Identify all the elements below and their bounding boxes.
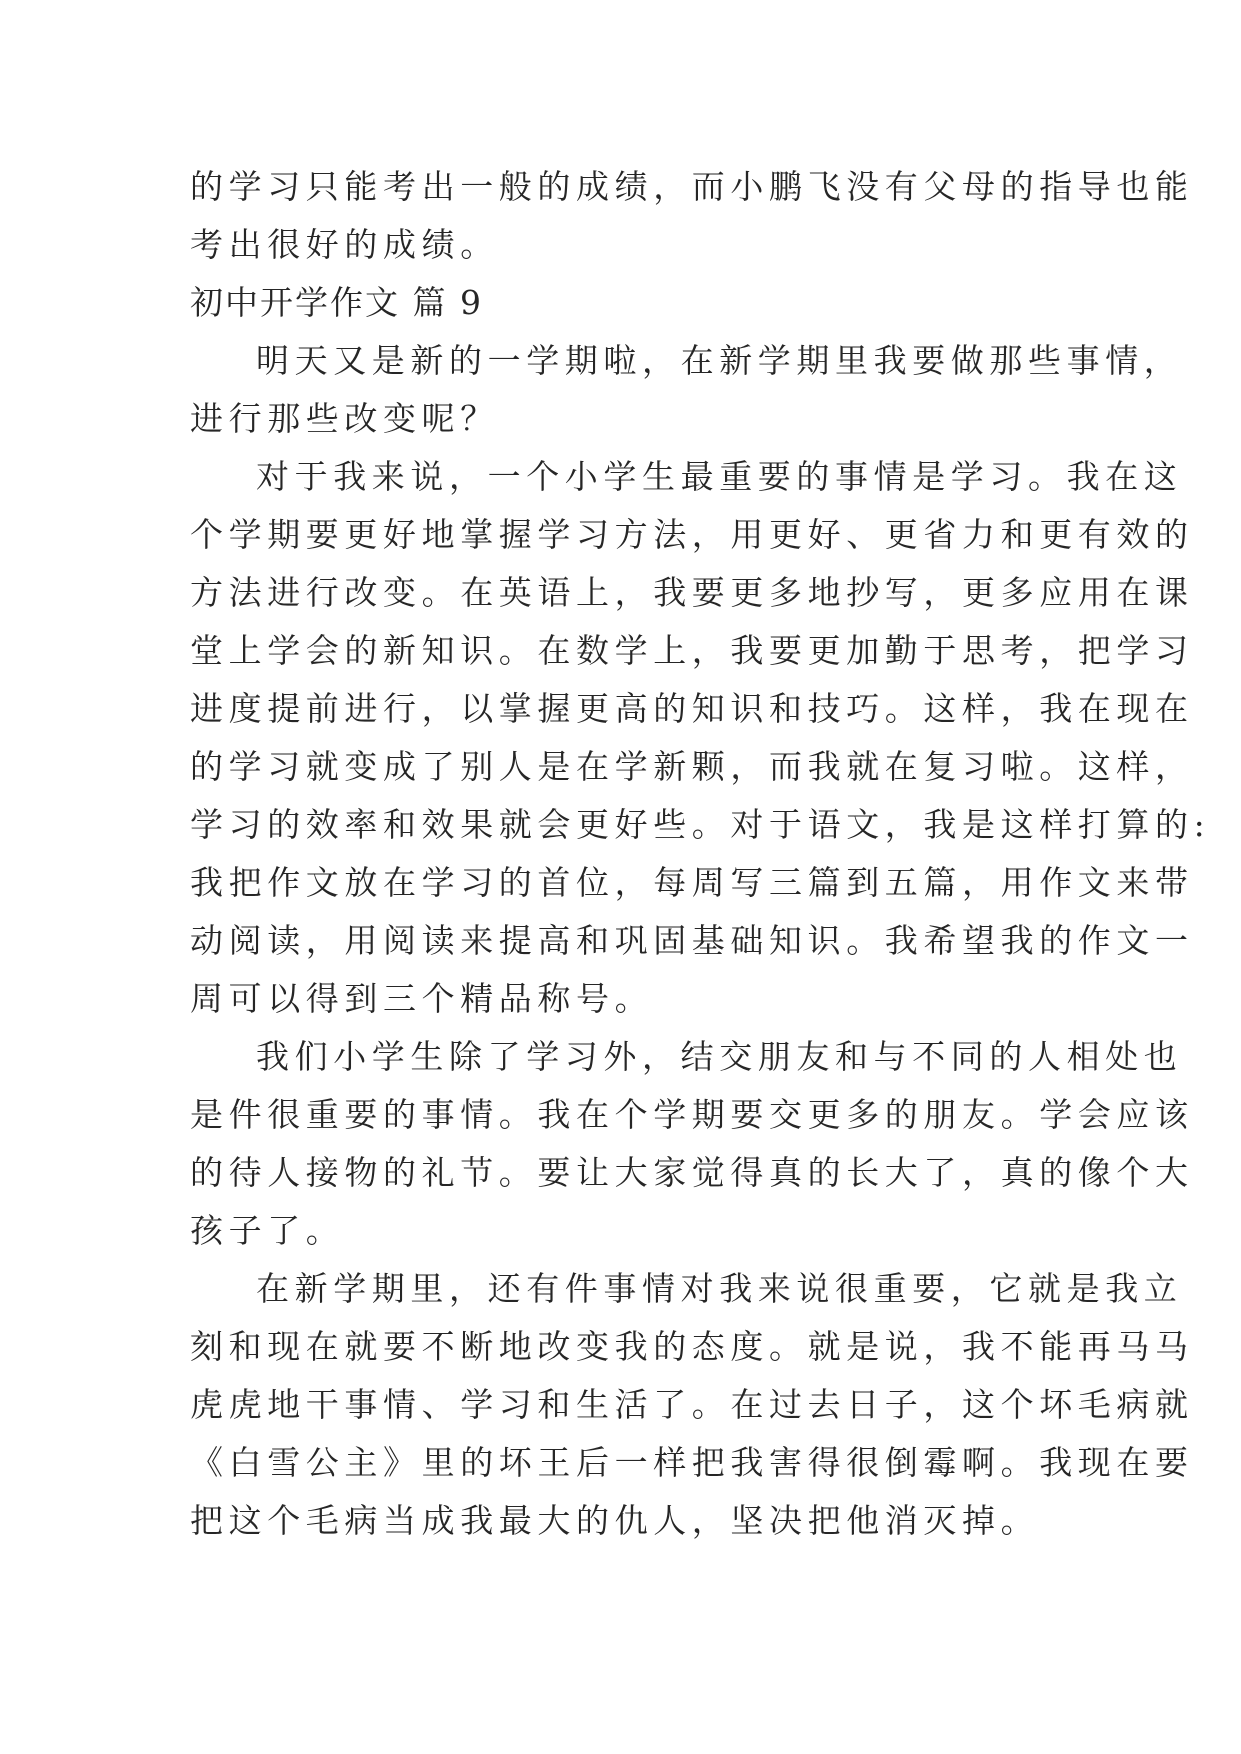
text-line: 虎虎地干事情、学习和生活了。在过去日子，这个坏毛病就 — [190, 1385, 1194, 1424]
text-line: 我们小学生除了学习外，结交朋友和与不同的人相处也 — [256, 1037, 1183, 1076]
text-line: 动阅读，用阅读来提高和巩固基础知识。我希望我的作文一 — [190, 921, 1194, 960]
paragraph — [190, 1260, 1194, 1550]
text-line: 的待人接物的礼节。要让大家觉得真的长大了，真的像个大 — [190, 1153, 1194, 1192]
text-line: 的学习就变成了别人是在学新颗，而我就在复习啦。这样， — [190, 747, 1194, 786]
text-line: 在新学期里，还有件事情对我来说很重要，它就是我立 — [256, 1269, 1183, 1308]
text-line: 学习的效率和效果就会更好些。对于语文，我是这样打算的: — [190, 805, 1211, 844]
text-line: 对于我来说，一个小学生最重要的事情是学习。我在这 — [256, 457, 1183, 496]
text-line: 进行那些改变呢？ — [190, 399, 499, 438]
text-line: 《白雪公主》里的坏王后一样把我害得很倒霉啊。我现在要 — [190, 1443, 1194, 1482]
text-line: 进度提前进行，以掌握更高的知识和技巧。这样，我在现在 — [190, 689, 1194, 728]
text-line: 是件很重要的事情。我在个学期要交更多的朋友。学会应该 — [190, 1095, 1194, 1134]
text-line: 周可以得到三个精品称号。 — [190, 979, 654, 1018]
text-line: 个学期要更好地掌握学习方法，用更好、更省力和更有效的 — [190, 515, 1194, 554]
paragraph — [190, 1028, 1194, 1260]
paragraph — [190, 332, 1183, 448]
document-body — [190, 158, 1211, 1550]
text-line: 的学习只能考出一般的成绩，而小鹏飞没有父母的指导也能 — [190, 167, 1194, 206]
text-line: 孩子了。 — [190, 1211, 345, 1250]
text-line: 考出很好的成绩。 — [190, 225, 499, 264]
text-line: 刻和现在就要不断地改变我的态度。就是说，我不能再马马 — [190, 1327, 1194, 1366]
section-title: 初中开学作文 篇 9 — [190, 283, 483, 322]
paragraph — [190, 448, 1211, 1028]
text-line: 把这个毛病当成我最大的仇人，坚决把他消灭掉。 — [190, 1501, 1040, 1540]
text-line: 堂上学会的新知识。在数学上，我要更加勤于思考，把学习 — [190, 631, 1194, 670]
text-line: 方法进行改变。在英语上，我要更多地抄写，更多应用在课 — [190, 573, 1194, 612]
text-line: 明天又是新的一学期啦，在新学期里我要做那些事情， — [256, 341, 1183, 380]
text-line: 我把作文放在学习的首位，每周写三篇到五篇，用作文来带 — [190, 863, 1194, 902]
